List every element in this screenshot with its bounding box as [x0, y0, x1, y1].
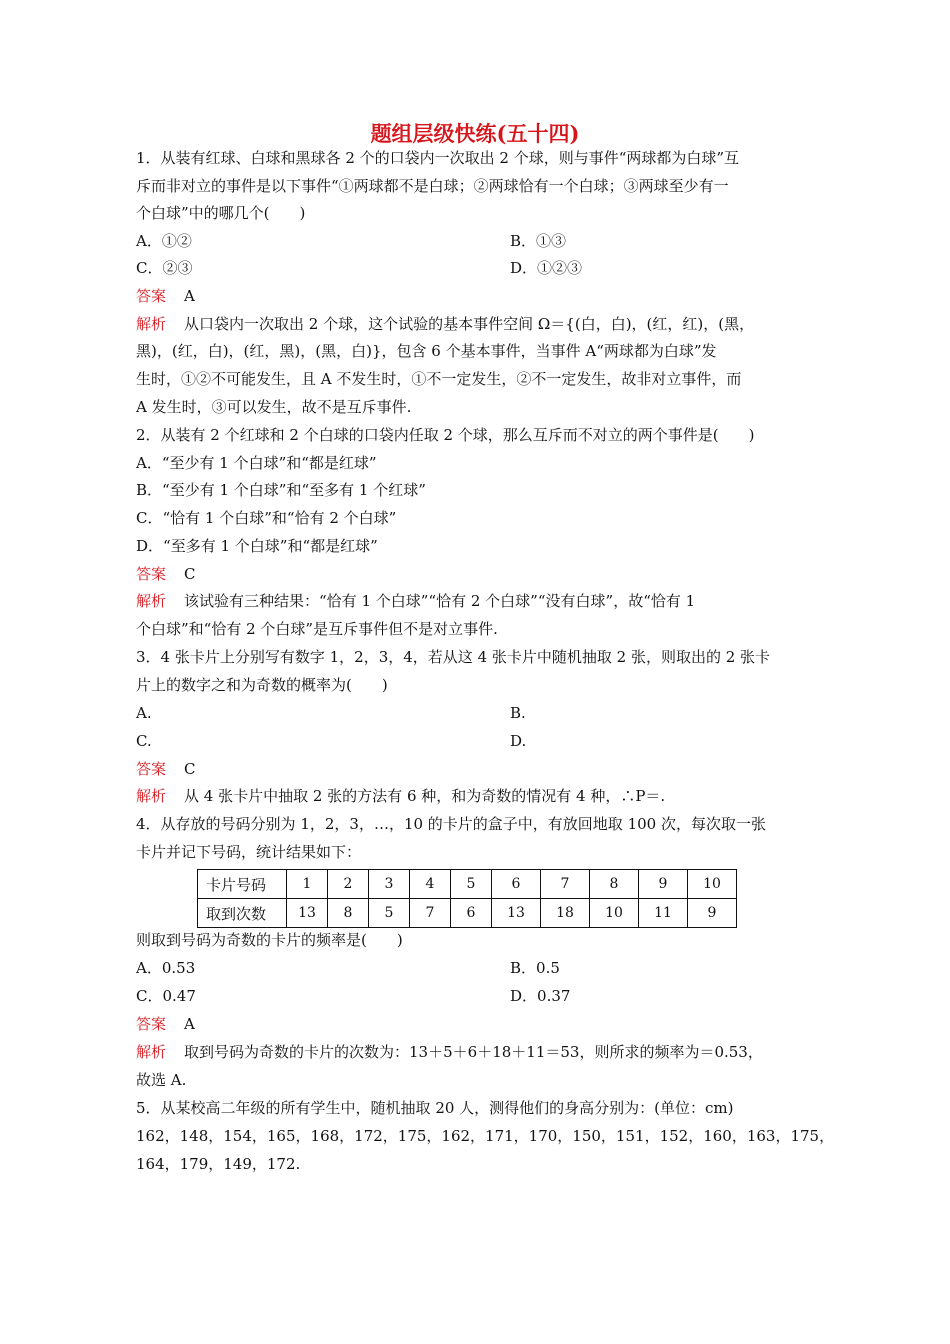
q3-option-a: A.: [136, 704, 152, 722]
table-cell: 6: [451, 899, 492, 928]
q4-stem-line-1: 4．从存放的号码分别为 1，2，3，…，10 的卡片的盒子中，有放回地取 100 次，每次取一张: [136, 815, 766, 833]
table-cell: 8: [590, 870, 639, 899]
table-cell: 13: [287, 899, 328, 928]
q3-answer-value: C: [184, 760, 196, 778]
q4-option-c: C．0.47: [136, 987, 196, 1005]
q4-answer: [136, 1014, 826, 1034]
analysis-tag: 解析: [136, 592, 167, 610]
table-cell: 5: [369, 899, 410, 928]
table-row-head-draw-count: 取到次数: [198, 899, 287, 928]
q2-option-c: C．“恰有 1 个白球”和“恰有 2 个白球”: [136, 509, 397, 527]
table-cell: 13: [492, 899, 541, 928]
q1-analysis-line-2: 黑)，(红，白)，(红，黑)，(黑，白)}，包含 6 个基本事件，当事件 A“两球都为白球”发: [136, 342, 717, 360]
q2-answer-value: C: [184, 565, 196, 583]
q1-option-a: A．①②: [136, 232, 192, 250]
q1-option-c: C．②③: [136, 259, 193, 277]
table-cell: 10: [688, 870, 737, 899]
table-row-head-card-number: 卡片号码: [198, 870, 287, 899]
table-cell: 4: [410, 870, 451, 899]
answer-tag: 答案: [136, 287, 167, 305]
table-cell: 2: [328, 870, 369, 899]
table-cell: 7: [410, 899, 451, 928]
table-cell: 1: [287, 870, 328, 899]
q3-analysis-line-1: [136, 786, 826, 806]
q1-stem-line-2: 斥而非对立的事件是以下事件“①两球都不是白球；②两球恰有一个白球；③两球至少有一: [136, 177, 729, 195]
q3-option-c: C.: [136, 732, 152, 750]
card-count-table: [197, 869, 737, 928]
q4-option-a: A．0.53: [136, 959, 196, 977]
q3-option-b: B.: [510, 704, 526, 722]
q5-stem-line-1: 5．从某校高二年级的所有学生中，随机抽取 20 人，测得他们的身高分别为：(单位：cm): [136, 1099, 734, 1117]
analysis-tag: 解析: [136, 315, 167, 333]
table-cell: 10: [590, 899, 639, 928]
table-row: [198, 899, 737, 928]
q3-option-d: D.: [510, 732, 527, 750]
table-cell: 7: [541, 870, 590, 899]
table-cell: 3: [369, 870, 410, 899]
q1-analysis-line-1: [136, 314, 826, 334]
q1-stem-line-1: 1．从装有红球、白球和黑球各 2 个的口袋内一次取出 2 个球，则与事件“两球都为白球”互: [136, 149, 740, 167]
q4-analysis-text-1: 取到号码为奇数的卡片的次数为：13＋5＋6＋18＋11＝53，则所求的频率为＝0.53，: [184, 1043, 763, 1061]
q2-answer: [136, 564, 826, 584]
q2-analysis-text-1: 该试验有三种结果：“恰有 1 个白球”“恰有 2 个白球”“没有白球”，故“恰有 1: [184, 592, 696, 610]
q4-option-b: B．0.5: [510, 959, 560, 977]
q1-option-b: B．①③: [510, 232, 567, 250]
table-cell: 18: [541, 899, 590, 928]
q1-option-d: D．①②③: [510, 259, 583, 277]
q2-option-d: D．“至多有 1 个白球”和“都是红球”: [136, 537, 378, 555]
q4-stem-line-2: 卡片并记下号码，统计结果如下：: [136, 843, 362, 861]
q2-stem-line-1: 2．从装有 2 个红球和 2 个白球的口袋内任取 2 个球，那么互斥而不对立的两个事件是( ): [136, 426, 755, 444]
q1-analysis-line-4: A 发生时，③可以发生，故不是互斥事件.: [136, 398, 412, 416]
table-cell: 5: [451, 870, 492, 899]
q2-analysis-line-2: 个白球”和“恰有 2 个白球”是互斥事件但不是对立事件.: [136, 620, 498, 638]
page-title: 题组层级快练(五十四): [370, 121, 580, 146]
q5-stem-line-3: 164，179，149，172.: [136, 1155, 301, 1173]
q4-analysis-line-1: [136, 1042, 826, 1062]
analysis-tag: 解析: [136, 787, 167, 805]
q1-answer-value: A: [184, 287, 195, 305]
q4-option-d: D．0.37: [510, 987, 571, 1005]
q2-option-b: B．“至少有 1 个白球”和“至多有 1 个红球”: [136, 481, 426, 499]
q1-stem-line-3: 个白球”中的哪几个( ): [136, 204, 306, 222]
q4-answer-value: A: [184, 1015, 195, 1033]
q3-stem-line-2: 片上的数字之和为奇数的概率为( ): [136, 676, 388, 694]
analysis-tag: 解析: [136, 1043, 167, 1061]
q4-analysis-line-2: 故选 A.: [136, 1071, 187, 1089]
table-cell: 9: [688, 899, 737, 928]
q2-analysis-line-1: [136, 591, 826, 611]
q1-analysis-line-3: 生时，①②不可能发生，且 A 不发生时，①不一定发生，②不一定发生，故非对立事件，而: [136, 370, 742, 388]
q5-stem-line-2: 162，148，154，165，168，172，175，162，171，170，150，151，152，160，163，175，: [136, 1127, 835, 1145]
q1-analysis-text-1: 从口袋内一次取出 2 个球，这个试验的基本事件空间 Ω＝{(白，白)，(红，红)，(黑，: [184, 315, 755, 333]
answer-tag: 答案: [136, 1015, 167, 1033]
answer-tag: 答案: [136, 760, 167, 778]
table-cell: 8: [328, 899, 369, 928]
q3-stem-line-1: 3．4 张卡片上分别写有数字 1，2，3，4，若从这 4 张卡片中随机抽取 2 张，则取出的 2 张卡: [136, 648, 771, 666]
table-cell: 6: [492, 870, 541, 899]
answer-tag: 答案: [136, 565, 167, 583]
table-cell: 9: [639, 870, 688, 899]
q4-question: 则取到号码为奇数的卡片的频率是( ): [136, 931, 403, 949]
q2-option-a: A．“至少有 1 个白球”和“都是红球”: [136, 454, 377, 472]
q3-analysis-text-1: 从 4 张卡片中抽取 2 张的方法有 6 种，和为奇数的情况有 4 种，∴P＝.: [184, 787, 666, 805]
table-row: [198, 870, 737, 899]
q3-answer: [136, 759, 826, 779]
table-cell: 11: [639, 899, 688, 928]
q1-answer: [136, 286, 826, 306]
